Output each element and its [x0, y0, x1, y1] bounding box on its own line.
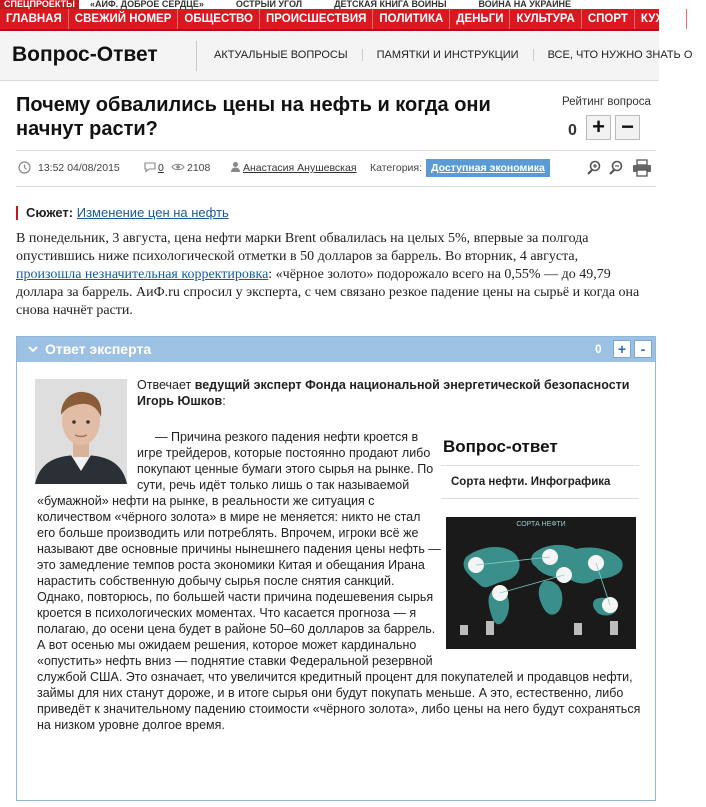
author-link[interactable]: Анастасия Анушевская	[243, 162, 357, 174]
eye-icon	[171, 161, 185, 176]
expert-name: ведущий эксперт Фонда национальной энергетической безопасности Игорь Юшков	[137, 378, 630, 408]
promo-items	[80, 0, 593, 9]
section-link-instructions[interactable]: ПАМЯТКИ И ИНСТРУКЦИИ	[363, 49, 534, 61]
section-link-all-about[interactable]: ВСЕ, ЧТО НУЖНО ЗНАТЬ О	[547, 49, 693, 61]
expert-minus-button[interactable]: -	[634, 340, 652, 358]
lead-link[interactable]: произошла незначительная корректировка	[16, 267, 269, 282]
intro-text: :	[222, 394, 226, 408]
print-icon[interactable]	[632, 159, 652, 180]
divider	[16, 150, 656, 151]
question-rating	[562, 96, 658, 139]
nav-item-money[interactable]: ДЕНЬГИ	[450, 9, 510, 29]
intro-text: Отвечает	[137, 378, 195, 392]
nav-item-culture[interactable]: КУЛЬТУРА	[510, 9, 581, 29]
nav-item-sport[interactable]: СПОРТ	[582, 9, 635, 29]
answer-body: — Причина резкого падения нефти кроется в игре трейдеров, которые постоянно продают либо покупают ценные бумаги этого сырья на рынке. По сути, речь идёт только лишь о так называемой «бумажной» нефти на рынке, в реальности же ситуация с количеством «чёрного золота» в мире не меняется: никто не стал его больше производить или потреблять. Впрочем, игроки всё же называют две основные причины нынешнего падения цены нефть — это замедление темпов роста экономики Китая и обещания Ирана нарастить собственную добычу сырья после снятия санкций. Однако, повторюсь, по большей части причина подешевения сырья кроется в психологических моментах. Что касается прогноза — я полагаю, до осени цена будет в районе 50–60 долларов за баррель. А вот осенью мы ожидаем решения, которое может кардинально «опустить» нефть вниз — поднятие ставки Федеральной резервной службой США. Это означает, что увеличится кредитный процент для покупателей и продавцов нефти, займы для них станут дороже, и в итоге сырья они будут покупать меньше. А это, естественно, либо приведёт к значительному падению стоимости «чёрного золота», либо цены на него будут сохраняться на низком уровне долгое время.	[37, 430, 641, 732]
rating-label: Рейтинг вопроса	[562, 96, 651, 108]
promo-label[interactable]: СПЕЦПРОЕКТЫ	[0, 0, 79, 9]
rating-value: 0	[568, 122, 577, 139]
infographic-title: СОРТА НЕФТИ	[516, 521, 566, 528]
lead-text: В понедельник, 3 августа, цена нефти марки Brent обвалилась на целых 5%, впервые за полгода опустившись ниже психологической отметки в 50 долларов за баррель. Во вторник, 4 августа,	[16, 231, 589, 264]
zoom-in-icon[interactable]	[586, 160, 602, 179]
world-map-icon	[446, 517, 636, 649]
nav-item-latest-issue[interactable]: СВЕЖИЙ НОМЕР	[69, 9, 179, 29]
lead-paragraph	[16, 230, 641, 320]
nav-item-society[interactable]: ОБЩЕСТВО	[178, 9, 260, 29]
promo-item[interactable]: ОСТРЫЙ УГОЛ	[235, 0, 303, 9]
comment-icon	[144, 161, 156, 176]
divider	[196, 41, 197, 71]
author-icon	[230, 161, 241, 176]
comments-count[interactable]: 0	[158, 162, 164, 174]
page-title: Почему обвалились цены на нефть и когда они начнут расти?	[16, 94, 491, 140]
expert-answer-box	[16, 336, 656, 801]
category-link[interactable]: Доступная экономика	[426, 159, 550, 177]
expert-box-header	[17, 337, 655, 362]
expert-plus-button[interactable]: +	[613, 340, 631, 358]
lead-text: : «чёрное золото» подорожало всего на 0,55% — до 49,79 доллара за баррель. АиФ.ru спросил у эксперта, с чем связано резкое падение цены на сырьё и когда она снова начнёт расти.	[16, 267, 640, 318]
nav-item-incidents[interactable]: ПРОИСШЕСТВИЯ	[260, 9, 373, 29]
main-nav	[0, 9, 680, 31]
story-line	[16, 206, 229, 220]
qa-sidebar-link[interactable]: Сорта нефти. Инфографика	[441, 466, 639, 499]
story-link[interactable]: Изменение цен на нефть	[76, 205, 229, 220]
photo-spacer	[37, 429, 137, 489]
expert-box-title: Ответ эксперта	[45, 341, 152, 357]
article-meta	[16, 158, 656, 180]
promo-item[interactable]: ВОЙНА НА УКРАИНЕ	[478, 0, 572, 9]
clock-icon	[18, 161, 31, 177]
chevron-down-icon[interactable]	[27, 342, 39, 360]
infographic-thumbnail[interactable]	[446, 517, 636, 649]
zoom-out-icon[interactable]	[608, 160, 624, 179]
nav-item-kitchen[interactable]: КУХНЯ	[635, 9, 687, 29]
section-header	[0, 31, 693, 81]
section-title[interactable]: Вопрос-Ответ	[12, 43, 158, 66]
rating-minus-button[interactable]: −	[615, 115, 640, 140]
qa-sidebar-heading[interactable]: Вопрос-ответ	[441, 433, 639, 466]
promo-strip	[0, 0, 659, 9]
divider	[16, 186, 656, 187]
expert-intro	[137, 377, 652, 409]
promo-item[interactable]: ДЕТСКАЯ КНИГА ВОЙНЫ	[334, 0, 447, 9]
category-label: Категория:	[370, 162, 423, 174]
promo-item[interactable]: «АИФ. ДОБРОЕ СЕРДЦЕ»	[90, 0, 204, 9]
story-label: Сюжет:	[26, 205, 74, 220]
section-links	[200, 49, 706, 61]
rating-plus-button[interactable]: +	[586, 115, 611, 140]
section-link-actual[interactable]: АКТУАЛЬНЫЕ ВОПРОСЫ	[200, 49, 363, 61]
nav-item-politics[interactable]: ПОЛИТИКА	[373, 9, 450, 29]
qa-sidebar	[441, 433, 639, 649]
publish-time: 13:52 04/08/2015	[38, 162, 120, 174]
nav-item-home[interactable]: ГЛАВНАЯ	[0, 9, 69, 29]
expert-rating-value: 0	[595, 342, 602, 356]
views-count: 2108	[187, 162, 211, 174]
